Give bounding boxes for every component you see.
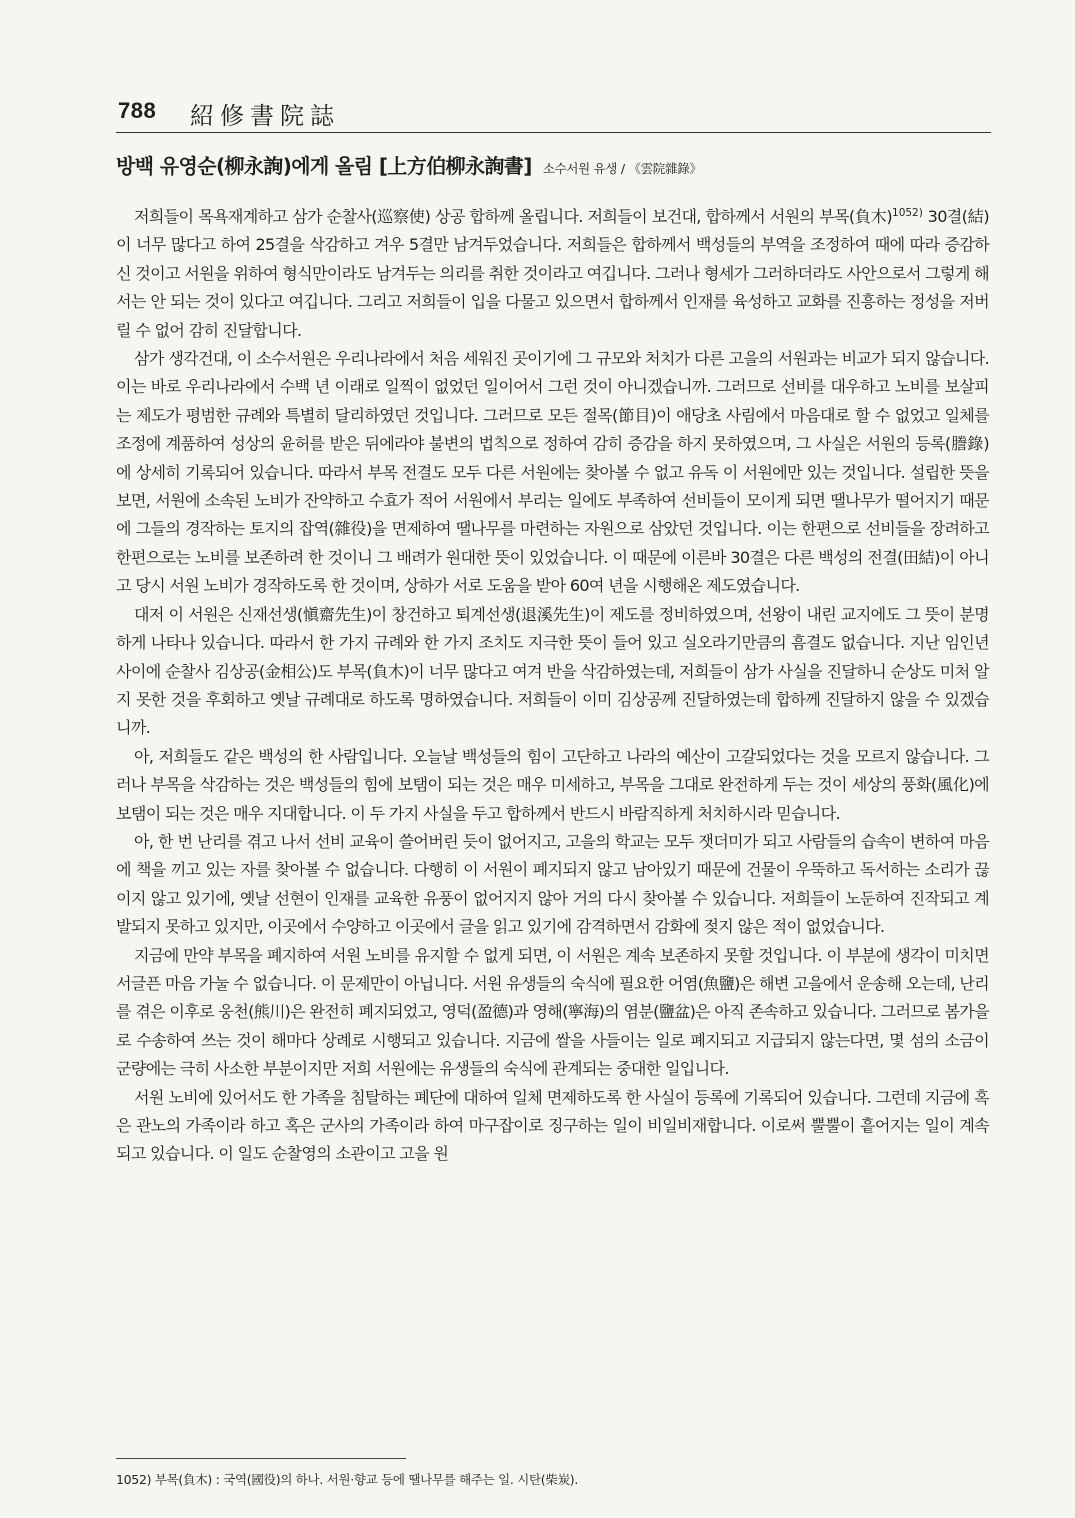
body-text [116,203,989,1169]
footnote: 1052) 부목(負木) : 국역(國役)의 하나. 서원·향교 등에 땔나무를 해주는 일. 시탄(柴炭). [116,1472,579,1487]
article-title: 방백 유영순(柳永詢)에게 올림 [上方伯柳永詢書] [116,154,532,178]
article-header [116,150,1006,179]
paragraph-3: 대저 이 서원은 신재선생(愼齋先生)이 창건하고 퇴계선생(退溪先生)이 제도를 정비하였으며, 선왕이 내린 교지에도 그 뜻이 분명하게 나타나 있습니다. 따라서 한 가지 규례와 한 가지 조치도 지극한 뜻이 들어 있고 실오라기만큼의 흠결도 없습니다. 지난 임인년 사이에 순찰사 김상공(金相公)도 부목(負木)이 너무 많다고 여겨 반을 삭감하였는데, 저희들이 삼가 사실을 진달하니 순상도 미처 알지 못한 것을 후회하고 옛날 규례대로 하도록 명하였습니다. 저희들이 이미 김상공께 진달하였는데 합하께 진달하지 않을 수 있겠습니까. [116,604,989,738]
page-number: 788 [118,98,157,123]
paragraph-2: 삼가 생각건대, 이 소수서원은 우리나라에서 처음 세워진 곳이기에 그 규모와 처치가 다른 고을의 서원과는 비교가 되지 않습니다. 이는 바로 우리나라에서 수백 년 이래로 일찍이 없었던 일이어서 그런 것이 아니겠습니까. 그러므로 선비를 대우하고 노비를 보살피는 제도가 평범한 규례와 특별히 달리하였던 것입니다. 그러므로 모든 절목(節目)이 애당초 사림에서 마음대로 할 수 없었고 일체를 조정에 계품하여 성상의 윤허를 받은 뒤에라야 불변의 법칙으로 정하여 감히 증감을 하지 못하였으며, 그 사실은 서원의 등록(謄錄)에 상세히 기록되어 있습니다. 따라서 부목 전결도 모두 다른 서원에는 찾아볼 수 없고 유독 이 서원에만 있는 것입니다. 설립한 뜻을 보면, 서원에 소속된 노비가 잔약하고 수효가 적어 서원에서 부리는 일에도 부족하여 선비들이 모이게 되면 땔나무가 떨어지기 때문에 그들의 경작하는 토지의 잡역(雜役)을 면제하여 땔나무를 마련하는 자원으로 삼았던 것입니다. 이는 한편으로 선비들을 장려하고 한편으로는 노비를 보존하려 한 것이니 그 배려가 원대한 뜻이 있었습니다. 이 때문에 이른바 30결은 다른 백성의 전결(田結)이 아니고 당시 서원 노비가 경작하도록 한 것이며, 상하가 서로 도움을 받아 60여 년을 시행해온 제도였습니다. [116,349,989,596]
running-head [116,96,991,133]
book-title: 紹修書院誌 [190,102,340,130]
paragraph-6: 지금에 만약 부목을 폐지하여 서원 노비를 유지할 수 없게 되면, 이 서원은 계속 보존하지 못할 것입니다. 이 부분에 생각이 미치면 서글픈 마음 가눌 수 없습니다. 이 문제만이 아닙니다. 서원 유생들의 숙식에 필요한 어염(魚鹽)은 해변 고을에서 운송해 오는데, 난리를 겪은 이후로 웅천(熊川)은 완전히 폐지되었고, 영덕(盈德)과 영해(寧海)의 염분(鹽盆)은 아직 존속하고 있습니다. 그러므로 봄가을로 수송하여 쓰는 것이 해마다 상례로 시행되고 있습니다. 지금에 쌀을 사들이는 일로 폐지되고 지급되지 않는다면, 몇 섬의 소금이 군량에는 극히 사소한 부분이지만 저희 서원에는 유생들의 숙식에 관계되는 중대한 일입니다. [116,945,989,1079]
paragraph-4: 아, 저희들도 같은 백성의 한 사람입니다. 오늘날 백성들의 힘이 고단하고 나라의 예산이 고갈되었다는 것을 모르지 않습니다. 그러나 부목을 삭감하는 것은 백성들의 힘에 보탬이 되는 것은 매우 미세하고, 부목을 그대로 완전하게 두는 것이 세상의 풍화(風化)에 보탬이 되는 것은 매우 지대합니다. 이 두 가지 사실을 두고 합하께서 반드시 바람직하게 처치하시라 믿습니다. [116,746,989,823]
paragraph-1-text-a: 저희들이 목욕재계하고 삼가 순찰사(巡察使) 상공 합하께 올립니다. 저희들이 보건대, 합하께서 서원의 부목(負木) [134,207,893,226]
paragraph-1-text-b: 30결(結)이 너무 많다고 하여 25결을 삭감하고 겨우 5결만 남겨두었습니다. 저희들은 합하께서 백성들의 부역을 조정하여 때에 따라 증감하신 것이고 서원을 위하여 형식만이라도 남겨두는 의리를 취한 것이라고 여깁니다. 그러나 형세가 그러하더라도 사안으로서 그렇게 해서는 안 되는 것이 있다고 여깁니다. 그리고 저희들이 입을 다물고 있으면서 합하께서 인재를 육성하고 교화를 진흥하는 정성을 저버릴 수 없어 감히 진달합니다. [116,207,989,340]
footnote-reference: 1052) [892,207,923,219]
paragraph-7: 서원 노비에 있어서도 한 가족을 침탈하는 폐단에 대하여 일체 면제하도록 한 사실이 등록에 기록되어 있습니다. 그런데 지금에 혹은 관노의 가족이라 하고 혹은 군사의 가족이라 하여 마구잡이로 징구하는 일이 비일비재합니다. 이로써 뿔뿔이 흩어지는 일이 계속되고 있습니다. 이 일도 순찰영의 소관이고 고을 원 [116,1087,989,1164]
article-source: 소수서원 유생 / 《雲院雜錄》 [542,161,702,176]
paragraph-5: 아, 한 번 난리를 겪고 나서 선비 교육이 쓸어버린 듯이 없어지고, 고을의 학교는 모두 잿더미가 되고 사람들의 습속이 변하여 마음에 책을 끼고 있는 자를 찾아볼 수 없습니다. 다행히 이 서원이 폐지되지 않고 남아있기 때문에 건물이 우뚝하고 독서하는 소리가 끊이지 않고 있기에, 옛날 선현이 인재를 교육한 유풍이 없어지지 않아 거의 다시 찾아볼 수 있습니다. 저희들이 노둔하여 진작되고 계발되지 못하고 있지만, 이곳에서 수양하고 이곳에서 글을 읽고 있기에 감격하면서 감화에 젖지 않은 적이 없었습니다. [116,831,989,937]
paragraph-1 [116,203,989,345]
footnote-divider [116,1458,406,1459]
